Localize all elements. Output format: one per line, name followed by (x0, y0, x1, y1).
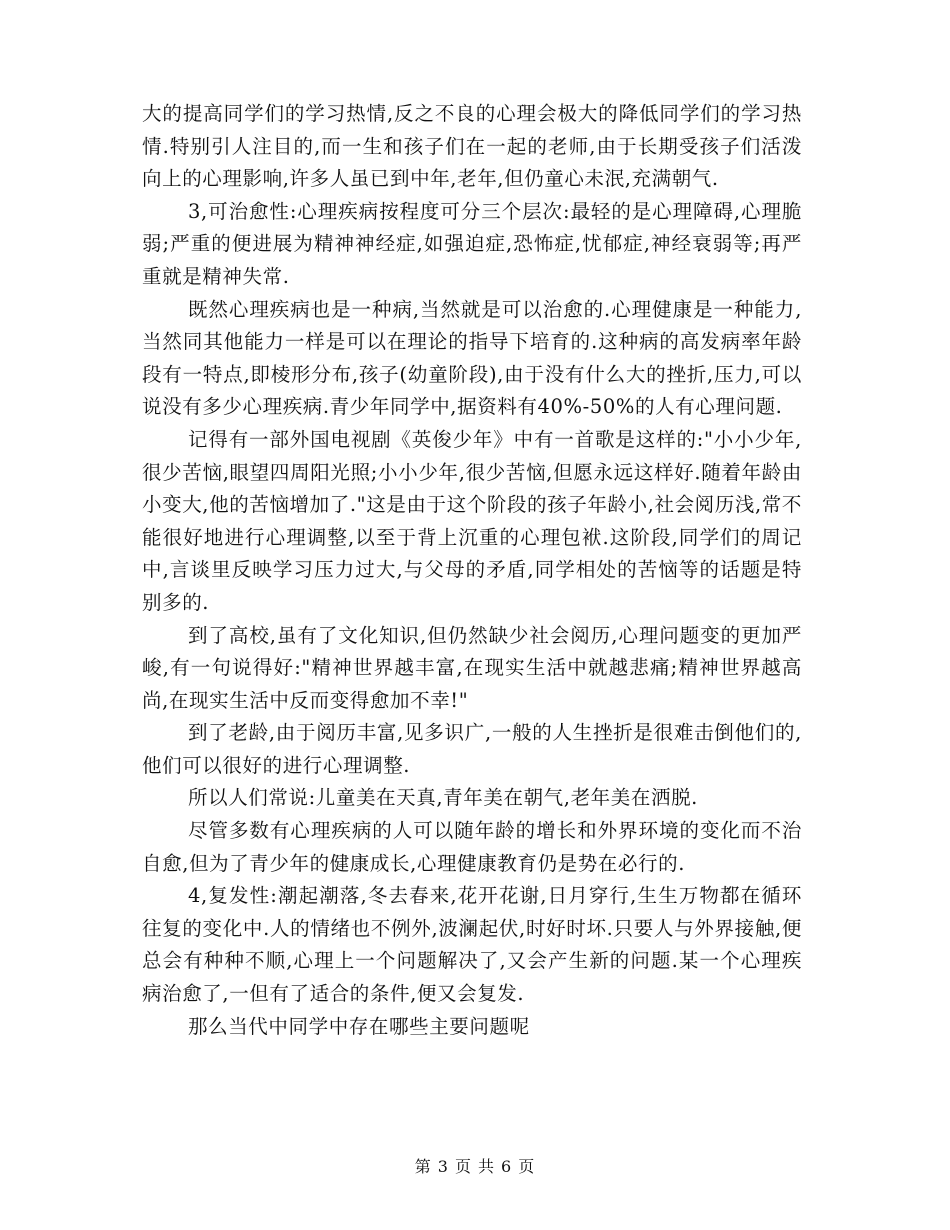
page-footer (0, 1154, 950, 1177)
paragraph-2: 3,可治愈性:心理疾病按程度可分三个层次:最轻的是心理障碍,心理脆弱;严重的便进展为精神神经症,如强迫症,恐怖症,忧郁症,神经衰弱等;再严重就是精神失常. (142, 199, 802, 288)
footer-page-number: 3 (437, 1157, 449, 1176)
paragraph-5: 到了高校,虽有了文化知识,但仍然缺少社会阅历,心理问题变的更加严峻,有一句说得好:"精神世界越丰富,在现实生活中就越悲痛;精神世界越高尚,在现实生活中反而变得愈加不幸!" (142, 623, 802, 712)
document-body (142, 98, 802, 1043)
footer-page-label: 页 (454, 1157, 472, 1176)
paragraph-8: 尽管多数有心理疾病的人可以随年龄的增长和外界环境的变化而不治自愈,但为了青少年的健康成长,心理健康教育仍是势在必行的. (142, 819, 802, 875)
footer-total-label: 共 (478, 1157, 496, 1176)
footer-total-pages: 6 (501, 1157, 513, 1176)
paragraph-10: 那么当代中同学中存在哪些主要问题呢 (188, 1014, 530, 1038)
paragraph-7: 所以人们常说:儿童美在天真,青年美在朝气,老年美在洒脱. (188, 786, 698, 810)
footer-prefix: 第 (414, 1157, 432, 1176)
paragraph-4: 记得有一部外国电视剧《英俊少年》中有一首歌是这样的:"小小少年,很少苦恼,眼望四周阳光照;小小少年,很少苦恼,但愿永远这样好.随着年龄由小变大,他的苦恼增加了."这是由于这个阶段的孩子年龄小,社会阅历浅,常不能很好地进行心理调整,以至于背上沉重的心理包袱.这阶段,同学们的周记中,言谈里反映学习压力过大,与父母的矛盾,同学相处的苦恼等的话题是特别多的. (142, 427, 802, 614)
footer-suffix: 页 (518, 1157, 536, 1176)
paragraph-9: 4,复发性:潮起潮落,冬去春来,花开花谢,日月穿行,生生万物都在循环往复的变化中.人的情绪也不例外,波澜起伏,时好时坏.只要人与外界接触,便总会有种种不顺,心理上一个问题解决了,又会产生新的问题.某一个心理疾病治愈了,一但有了适合的条件,便又会复发. (142, 884, 802, 1006)
paragraph-1: 大的提高同学们的学习热情,反之不良的心理会极大的降低同学们的学习热情.特别引人注目的,而一生和孩子们在一起的老师,由于长期受孩子们活泼向上的心理影响,许多人虽已到中年,老年,但仍童心未泯,充满朝气. (142, 102, 802, 191)
paragraph-3: 既然心理疾病也是一种病,当然就是可以治愈的.心理健康是一种能力,当然同其他能力一样是可以在理论的指导下培育的.这种病的高发病率年龄段有一特点,即棱形分布,孩子(幼童阶段),由于没有什么大的挫折,压力,可以说没有多少心理疾病.青少年同学中,据资料有40%-50%的人有心理问题. (142, 297, 802, 419)
paragraph-6: 到了老龄,由于阅历丰富,见多识广,一般的人生挫折是很难击倒他们的,他们可以很好的进行心理调整. (142, 721, 802, 777)
